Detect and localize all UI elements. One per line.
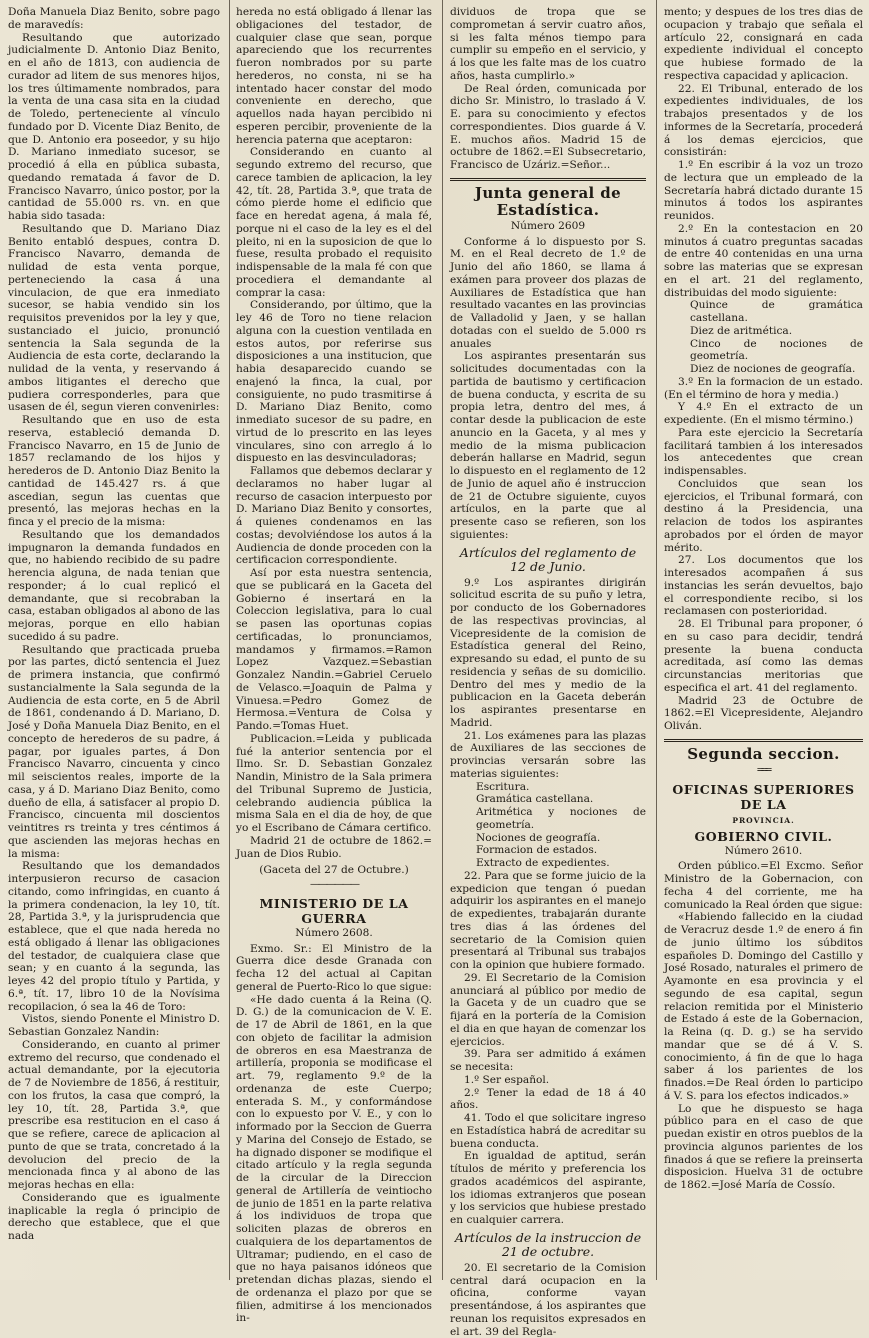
paragraph: Para este ejercicio la Secretaría facilitará tambien á los interesados los antecedentes que crean indispensables.: [664, 426, 863, 477]
list-item: Extracto de expedientes.: [476, 857, 610, 869]
paragraph: Madrid 23 de Octubre de 1862.=El Vicepresidente, Alejandro Oliván.: [664, 694, 863, 732]
paragraph: 3.º En la formacion de un estado. (En el término de hora y media.): [664, 375, 863, 401]
column-1: [8, 6, 220, 1276]
paragraph: Vistos, siendo Ponente el Ministro D. Sebastian Gonzalez Nandin:: [8, 1013, 220, 1038]
section-divider: [450, 178, 646, 181]
paragraph: 22. El Tribunal, enterado de los expedientes individuales, de los trabajos presentados y de los informes de la Secretaría, procederá á los demas ejercicios, que consistirán:: [664, 82, 863, 159]
column-rule: [229, 0, 230, 1280]
paragraph: 29. El Secretario de la Comision anunciará al público por medio de la Gaceta y de un cuadro que se fijará en la portería de la Comision el dia en que hayan de comenzar los ejercicios.: [450, 971, 646, 1048]
paragraph: Resultando que D. Mariano Diaz Benito entabló despues, contra D. Francisco Navarro, demanda de nulidad de esta venta porque, perteneciendo la casa á una vinculacion, de que era inmediato sucesor, se habia vendido sin los requisitos prevenidos por la ley y que, sustanciado el juicio, pronunció sentencia la Sala segunda de la Audiencia de esta corte, declarando la nulidad de la venta, y reservando á ambos litigantes el derecho que pudiera corresponderles, para que usasen de él, segun vieren convenirles:: [8, 222, 220, 414]
list-item: Diez de aritmética.: [690, 324, 793, 337]
paragraph: mento; y despues de los tres dias de ocupacion y trabajo que señala el artículo 22, consignará en cada expediente individual el concepto que hubiese formado de la respectiva capacidad y aplicacion.: [664, 6, 863, 82]
paragraph: Resultando que los demandados interpusieron recurso de casacion citando, como infringidas, en cuanto á la primera condenacion, la ley 10, tít. 28, Partida 3.ª, y la jurisprudencia que establece, que el que nada hereda no está obligado á llenar las obligaciones del testador, de cualquiera clase que sean; y en cuanto á la segunda, las leyes 42 del propio título y Partida, y 6.ª, tít. 17, libro 10 de la Novísima recopilacion, ó sea la 46 de Toro:: [8, 860, 220, 1013]
subheading: Artículos de la instruccion de 21 de octubre.: [454, 1229, 642, 1259]
paragraph: 39. Para ser admitido á exámen se necesita:: [450, 1048, 646, 1073]
paragraph: 27. Los documentos que los interesados acompañen á sus instancias les serán devueltos, bajo el correspondiente recibo, si los reclamasen con posterioridad.: [664, 554, 863, 618]
paragraph: dividuos de tropa que se comprometan á servir cuatro años, si les falta ménos tiempo para cumplir su empeño en el servicio, y á los que les falte mas de los cuatro años, hasta cumplirlo.»: [450, 6, 646, 82]
list-item: Escritura.: [476, 780, 530, 793]
office-heading: OFICINAS SUPERIORES DE LA: [672, 781, 855, 812]
notice-number: Número 2609: [510, 219, 586, 232]
list-item: Aritmética y nociones de geometría.: [476, 806, 646, 831]
paragraph: Considerando en cuanto al segundo extremo del recurso, que carece tambien de aplicacion, la ley 42, tít. 28, Partida 3.ª, que trata de cómo pierde home el edificio que face en heredat agena, á mala fé, porque ni el caso de la ley es el del pleito, ni en la suposicion de que lo fuese, resulta probado el requisito indispensable de la mala fé con que procediera el demandante al comprar la casa:: [236, 146, 432, 299]
separator: ——————: [310, 879, 358, 890]
section-divider: [664, 739, 863, 742]
paragraph: Considerando que es igualmente inaplicable la regla ó principio de derecho que establece, que el que nada: [8, 1191, 220, 1242]
list-item: Nociones de geografía.: [476, 831, 601, 844]
ministry-heading: MINISTERIO DE LA GUERRA: [259, 895, 409, 926]
paragraph: Fallamos que debemos declarar y declaramos no haber lugar al recurso de casacion interpuesto por D. Mariano Diaz Benito y consortes, á quienes condenamos en las costas; devolviéndose los autos á la Audiencia de donde proceden con la certificacion correspondiente.: [236, 465, 432, 567]
notice-number: Número 2608.: [295, 926, 373, 939]
paragraph: Y 4.º En el extracto de un expediente. (En el mismo término.): [664, 401, 863, 426]
paragraph: Exmo. Sr.: El Ministro de la Guerra dice desde Granada con fecha 12 del actual al Capitan general de Puerto-Rico lo que sigue:: [236, 942, 432, 993]
subheading: Artículos del reglamento de 12 de Junio.: [459, 544, 637, 574]
province-label: PROVINCIA.: [732, 815, 795, 825]
paragraph: «He dado cuenta á la Reina (Q. D. G.) de la comunicacion de V. E. de 17 de Abril de 1861, en la que con objeto de facilitar la admision de obreros en esa Maestranza de artillería, proponia se modificase el art. 79, reglamento 9.º de la ordenanza de este Cuerpo; enterada S. M., y conformándose con lo expuesto por V. E., y con lo informado por la Seccion de Guerra y Marina del Consejo de Estado, se ha dignado disponer se modifique el citado artículo y la regla segunda de la circular de la Direccion general de Artillería de veintiocho de junio de 1851 en la parte relativa á los individuos de tropa que soliciten plazas de obreros en cualquiera de los departamentos de Ultramar; pudiendo, en el caso de que no haya paisanos idóneos que pretendan dichas plazas, siendo el de ordenanza el plazo por que se filien, admitirse á los mencionados in-: [236, 993, 432, 1325]
paragraph: Publicacion.=Leida y publicada fué la anterior sentencia por el Ilmo. Sr. D. Sebastian Gonzalez Nandin, Ministro de la Sala primera del Tribunal Supremo de Justicia, celebrando audiencia pública la misma Sala en el dia de hoy, de que yo el Escribano de Cámara certifico.: [236, 732, 432, 834]
paragraph: hereda no está obligado á llenar las obligaciones del testador, de cualquier clase que sean, porque apareciendo que los recurrentes fueron nombrados por su parte herederos, no consta, ni se ha intentado hacer constar del modo conveniente en derecho, que aquellos nada hayan percibido ni esperen percibir, proveniente de la herencia paterna que aceptaron:: [236, 6, 432, 146]
section-heading: Junta general de Estadística.: [474, 183, 622, 219]
paragraph: Doña Manuela Diaz Benito, sobre pago de maravedís:: [8, 6, 220, 31]
paragraph: Concluidos que sean los ejercicios, el Tribunal formará, con destino á la Presidencia, una relacion de todos los aspirantes aprobados por el órden de mayor mérito.: [664, 477, 863, 554]
paragraph: 41. Todo el que solicitare ingreso en Estadística habrá de acreditar su buena conducta.: [450, 1112, 646, 1150]
paragraph: Resultando que los demandados impugnaron la demanda fundados en que, no habiendo recibido de su padre herencia alguna, de nada tenian que responder; á lo cual replicó el demandante, que si recobraban la casa, estaban obligados al abono de las mejoras, porque en ello habian sucedido á su padre.: [8, 528, 220, 643]
column-3: [450, 6, 646, 1338]
list-item: Formacion de estados.: [476, 844, 598, 857]
paragraph: 1.º En escribir á la voz un trozo de lectura que un empleado de la Secretaría habrá dictado durante 15 minutos á todos los aspirantes reunidos.: [664, 159, 863, 222]
list-item: Cinco de nociones de geometría.: [690, 337, 863, 363]
paragraph: Resultando que autorizado judicialmente D. Antonio Diaz Benito, en el año de 1813, con audiencia de curador ad litem de sus menores hijos, los tres últimamente nombrados, para la venta de una casa sita en la ciudad de Toledo, perteneciente al vínculo fundado por D. Vicente Diaz Benito, de que D. Antonio era poseedor, y su hijo D. Mariano inmediato sucesor, se procedió á ella en pública subasta, quedando rematada á favor de D. Francisco Navarro, único postor, por la cantidad de 55.000 rs. vn. en que habia sido tasada:: [8, 31, 220, 222]
paragraph: Orden público.=El Excmo. Señor Ministro de la Gobernacion, con fecha 4 del corriente, me ha comunicado la Real órden que sigue:: [664, 860, 863, 911]
paragraph: En igualdad de aptitud, serán títulos de mérito y preferencia los grados académicos del aspirante, los idiomas extranjeros que posean y los servicios que hubiese prestado en cualquier carrera.: [450, 1150, 646, 1226]
paragraph: 22. Para que se forme juicio de la expedicion que tengan ó puedan adquirir los aspirantes en el manejo de expedientes, trabajarán durante tres dias á las órdenes del secretario de la Comision quien presentará al Tribunal sus trabajos con la opinion que hubiere formado.: [450, 869, 646, 971]
paragraph: Lo que he dispuesto se haga público para en el caso de que puedan existir en otros pueblos de la provincia algunos parientes de los finados á que se refiere la preinserta disposicion. Huelva 31 de octubre de 1862.=José María de Cossío.: [664, 1102, 863, 1191]
paragraph: 21. Los exámenes para las plazas de Auxiliares de las secciones de provincias versarán sobre las materias siguientes:: [450, 729, 646, 780]
list-item: Quince de gramática castellana.: [690, 299, 863, 324]
paragraph: 20. El secretario de la Comision central dará ocupacion en la oficina, conforme vayan presentándose, á los aspirantes que reunan los requisitos expresados en el art. 39 del Regla-: [450, 1261, 646, 1338]
paragraph: Resultando que practicada prueba por las partes, dictó sentencia el Juez de primera instancia, que confirmó sustancialmente la Sala segunda de la Audiencia de esta corte, en 5 de Abril de 1861, condenando á D. Mariano, D. José y Doña Manuela Diaz Benito, en el concepto de herederos de su padre, á pagar, por iguales partes, á Don Francisco Navarro, cincuenta y cinco mil seiscientos reales, importe de la casa, y á D. Mariano Diaz Benito, como dueño de ella, á satisfacer al propio D. Francisco, cincuenta mil doscientos veintitres rs treinta y tres céntimos á que ascienden las mejoras hechas en la misma:: [8, 643, 220, 860]
paragraph: Los aspirantes presentarán sus solicitudes documentadas con la partida de bautismo y certificacion de buena conducta, y escrita de su propia letra, dentro del mes, á contar desde la publicacion de este anuncio en la Gaceta, y al mes y medio de la misma publicacion deberán hallarse en Madrid, segun lo dispuesto en el reglamento de 12 de Junio de aquel año é instruccion de 21 de Octubre siguiente, cuyos artículos, en la parte que al presente caso se refieren, son los siguientes:: [450, 350, 646, 541]
paragraph: «Habiendo fallecido en la ciudad de Veracruz desde 1.º de enero á fin de junio último los súbditos españoles D. Domingo del Castillo y José Rosado, naturales el primero de Ayamonte en esa provincia y el segundo de esa capital, segun relacion remitida por el Ministerio de Estado á este de la Gobernacion, la Reina (q. D. g.) se ha servido mandar que se dé á V. S. conocimiento, á fin de que lo haga saber á los parientes de los finados.=De Real órden lo participo á V. S. para los efectos indicados.»: [664, 911, 863, 1102]
list-item: Gramática castellana.: [476, 793, 594, 806]
paragraph: 28. El Tribunal para proponer, ó en su caso para decidir, tendrá presente la buena conducta acreditada, así como las demas circunstancias meritorias que especifica el art. 41 del reglamento.: [664, 618, 863, 694]
paragraph: Madrid 21 de octubre de 1862.= Juan de Dios Rubio.: [236, 834, 432, 860]
paragraph: Considerando, en cuanto al primer extremo del recurso, que condenado el actual demandante, por la ejecutoria de 7 de Noviembre de 1856, á restituir, con los frutos, la casa que compró, la ley 10, tít. 28, Partida 3.ª, que prescribe esa restitucion en el caso á que se refiere, carece de aplicacion al punto de que se trata, concretado á la devolucion del precio de la mencionada finca y al abono de las mejoras hechas en ella:: [8, 1038, 220, 1191]
column-4: [664, 6, 863, 1276]
paragraph: Conforme á lo dispuesto por S. M. en el Real decreto de 1.º de Junio del año 1860, se llama á exámen para proveer dos plazas de Auxiliares de Estadística que han resultado vacantes en las provincias de Valladolid y Jaen, y se hallan dotadas con el sueldo de 5.000 rs anuales: [450, 235, 646, 350]
paragraph: 9.º Los aspirantes dirigirán solicitud escrita de su puño y letra, por conducto de los Gobernadores de las respectivas provincias, al Vicepresidente de la comision de Estadística general del Reino, expresando su edad, el punto de su residencia y señas de su domicilio. Dentro del mes y medio de la publicacion en la Gaceta deberán los aspirantes presentarse en Madrid.: [450, 576, 646, 729]
list-item: Diez de nociones de geografía.: [690, 363, 856, 375]
paragraph: Así por esta nuestra sentencia, que se publicará en la Gaceta del Gobierno é insertará en la Coleccion legislativa, para lo cual se pasen las oportunas copias certificadas, lo pronunciamos, mandamos y firmamos.=Ramon Lopez Vazquez.=Sebastian Gonzalez Nandin.=Gabriel Ceruelo de Velasco.=Joaquin de Palma y Vinuesa.=Pedro Gomez de Hermosa.=Ventura de Colsa y Pando.=Tomas Huet.: [236, 567, 432, 732]
paragraph: 2.º Tener la edad de 18 á 40 años.: [450, 1086, 646, 1112]
paragraph: De Real órden, comunicada por dicho Sr. Ministro, lo traslado á V. E. para su conocimiento y efectos correspondientes. Dios guarde á V. E. muchos años. Madrid 15 de octubre de 1862.=El Subsecretario, Francisco de Uzáriz.=Señor...: [450, 82, 646, 171]
column-2: [236, 6, 432, 1325]
gazette-reference: (Gaceta del 27 de Octubre.): [259, 864, 409, 877]
notice-number: Número 2610.: [724, 844, 803, 857]
column-rule: [656, 0, 657, 1280]
paragraph: Resultando que en uso de esta reserva, estableció demanda D. Francisco Navarro, en 15 de Junio de 1857 reclamando de los hijos y herederos de D. Antonio Diaz Benito la cantidad de 145.427 rs. á que ascedian, segun las cuentas que presentó, las mejoras hechas en la finca y el precio de la misma:: [8, 414, 220, 528]
section-heading: Segunda seccion.: [687, 744, 840, 763]
column-rule: [442, 0, 443, 1280]
paragraph: 1.º Ser español.: [464, 1073, 550, 1086]
paragraph: 2.º En la contestacion en 20 minutos á cuatro preguntas sacadas de entre 40 contenidas en una urna sobre las materias que se expresan en el art. 21 del reglamento, distribuidas del modo siguiente:: [664, 222, 863, 299]
government-heading: GOBIERNO CIVIL.: [694, 828, 833, 844]
paragraph: Considerando, por último, que la ley 46 de Toro no tiene relacion alguna con la cuestion ventilada en estos autos, por referirse sus disposiciones a una institucion, que habia desaparecido cuando se enajenó la finca, la cual, por consiguiente, no pudo trasmitirse á D. Mariano Diaz Benito, como inmediato sucesor de su padre, en virtud de lo prescrito en las leyes vinculares, sino con arreglo á lo dispuesto en las desvinculadoras;: [236, 299, 432, 465]
separator: ═══: [757, 764, 770, 776]
